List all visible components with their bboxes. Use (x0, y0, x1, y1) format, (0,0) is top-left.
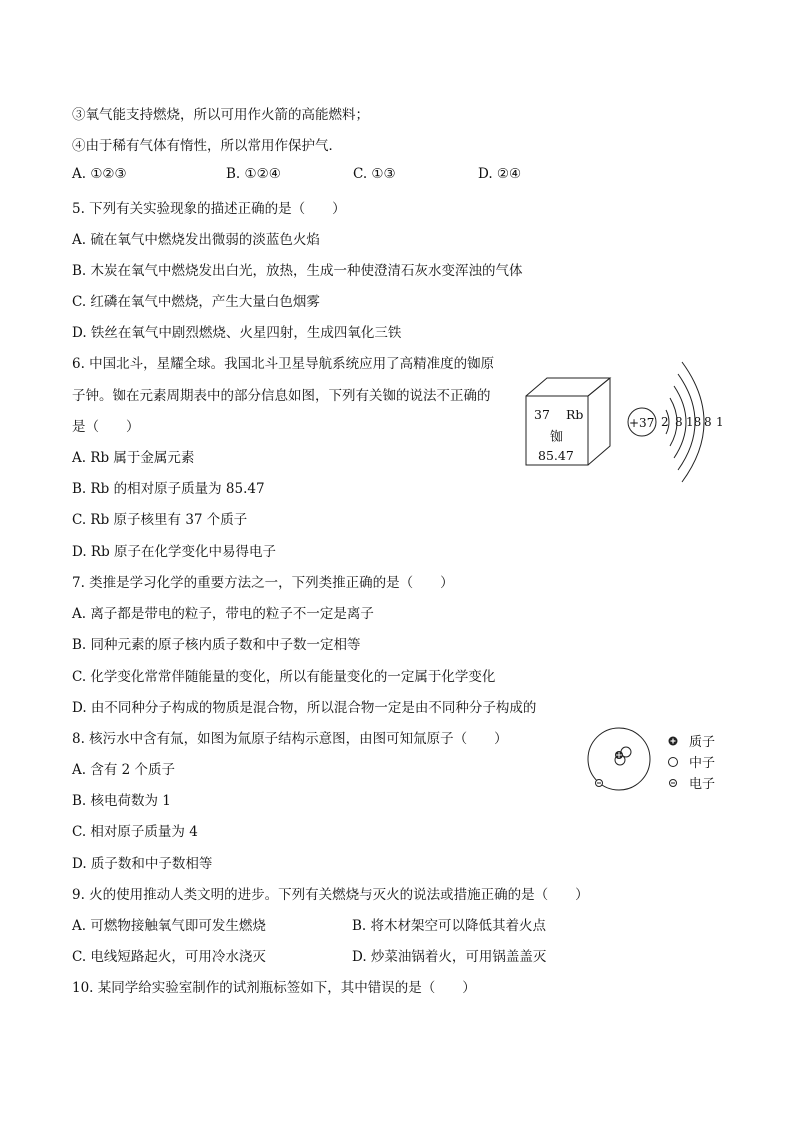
q5-option-a: A. 硫在氧气中燃烧发出微弱的淡蓝色火焰 (72, 232, 320, 248)
q7-stem: 7. 类推是学习化学的重要方法之一，下列类推正确的是（ ） (72, 575, 454, 591)
shell-count-4: 8 (704, 415, 712, 429)
q4-option-c: C. ①③ (353, 166, 396, 182)
q9-option-b: B. 将木材架空可以降低其着火点 (352, 918, 547, 934)
q8-option-b: B. 核电荷数为 1 (72, 793, 171, 809)
neutron-legend-label: 中子 (689, 756, 716, 771)
nuclear-charge: +37 (629, 416, 655, 430)
element-name: 铷 (550, 430, 564, 445)
q9-option-c: C. 电线短路起火，可用冷水浇灭 (72, 949, 266, 965)
atomic-mass: 85.47 (538, 448, 574, 463)
neutron-legend-icon (669, 758, 678, 767)
tritium-atom-figure (583, 727, 733, 797)
q9-option-d: D. 炒菜油锅着火，可用锅盖盖灭 (352, 949, 547, 965)
shell-count-3: 18 (686, 415, 702, 429)
q10-stem: 10. 某同学给实验室制作的试剂瓶标签如下，其中错误的是（ ） (72, 980, 476, 996)
q6-option-d: D. Rb 原子在化学变化中易得电子 (72, 544, 277, 560)
q9-stem: 9. 火的使用推动人类文明的进步。下列有关燃烧与灭火的说法或措施正确的是（ ） (72, 887, 589, 903)
q6-option-c: C. Rb 原子核里有 37 个质子 (72, 512, 248, 528)
q4-option-d: D. ②④ (478, 166, 522, 182)
tritium-nucleus (615, 747, 631, 765)
q6-option-b: B. Rb 的相对原子质量为 85.47 (72, 481, 265, 497)
q5-option-d: D. 铁丝在氧气中剧烈燃烧、火星四射，生成四氧化三铁 (72, 325, 402, 341)
q6-stem-line1: 6. 中国北斗，星耀全球。我国北斗卫星导航系统应用了高精准度的铷原 (72, 356, 495, 372)
statement-4: ④由于稀有气体有惰性，所以常用作保护气． (72, 138, 342, 154)
element-card (526, 378, 610, 465)
q6-stem-line3: 是（ ） (72, 419, 140, 435)
q7-option-c: C. 化学变化常常伴随能量的变化，所以有能量变化的一定属于化学变化 (72, 669, 496, 685)
q8-option-d: D. 质子数和中子数相等 (72, 856, 213, 872)
shell-count-1: 2 (661, 415, 669, 429)
q6-option-a: A. Rb 属于金属元素 (72, 450, 195, 466)
q9-option-a: A. 可燃物接触氧气即可发生燃烧 (72, 918, 266, 934)
q4-option-a: A. ①②③ (72, 166, 127, 182)
q8-option-c: C. 相对原子质量为 4 (72, 824, 198, 840)
shell-count-5: 1 (716, 415, 724, 429)
rubidium-figure (520, 348, 730, 483)
element-symbol: Rb (566, 407, 584, 422)
q4-option-b: B. ①②④ (226, 166, 281, 182)
q5-option-b: B. 木炭在氧气中燃烧发出白光，放热，生成一种使澄清石灰水变浑浊的气体 (72, 263, 523, 279)
q5-stem: 5. 下列有关实验现象的描述正确的是（ ） (72, 201, 346, 217)
proton-legend-label: 质子 (689, 735, 716, 750)
q6-stem-line2: 子钟。铷在元素周期表中的部分信息如图，下列有关铷的说法不正确的 (72, 388, 491, 404)
electron-legend-label: 电子 (689, 777, 716, 792)
q8-stem: 8. 核污水中含有氚，如图为氚原子结构示意图，由图可知氚原子（ ） (72, 731, 508, 747)
q7-option-a: A. 离子都是带电的粒子，带电的粒子不一定是离子 (72, 606, 374, 622)
shell-count-2: 8 (675, 415, 683, 429)
q5-option-c: C. 红磷在氧气中燃烧，产生大量白色烟雾 (72, 294, 320, 310)
q8-option-a: A. 含有 2 个质子 (72, 762, 176, 778)
q7-option-b: B. 同种元素的原子核内质子数和中子数一定相等 (72, 637, 361, 653)
statement-3: ③氧气能支持燃烧，所以可用作火箭的高能燃料； (72, 107, 369, 123)
atomic-structure-diagram (628, 362, 724, 482)
q7-option-d: D. 由不同种分子构成的物质是混合物，所以混合物一定是由不同种分子构成的 (72, 700, 537, 716)
atomic-number: 37 (534, 407, 550, 422)
